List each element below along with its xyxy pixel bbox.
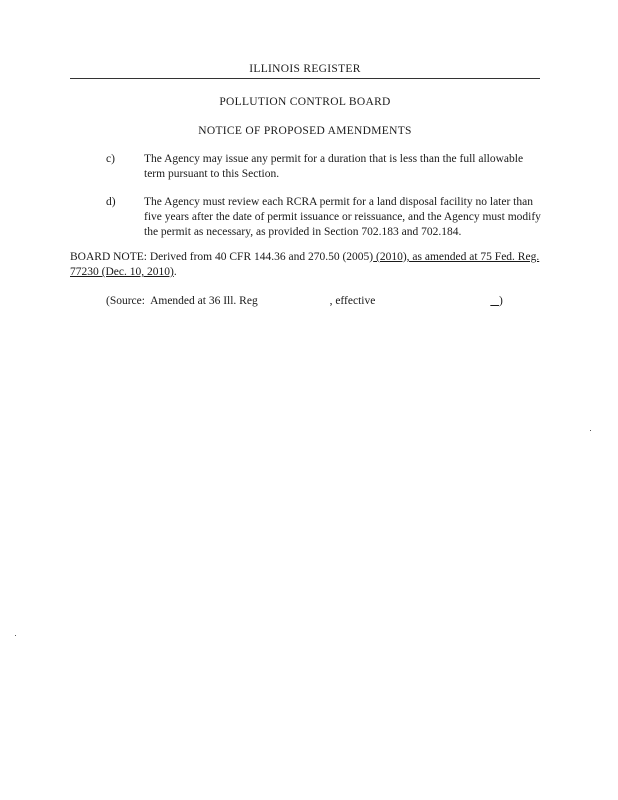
scan-speck bbox=[15, 635, 16, 636]
source-note-close: ) bbox=[498, 295, 503, 307]
register-header: ILLINOIS REGISTER bbox=[70, 62, 540, 79]
board-note-amendment: (2010), as amended at 75 Fed. Reg. 77230 (Dec. 10, 2010) bbox=[70, 251, 540, 278]
board-note-prefix: BOARD NOTE: Derived from 40 CFR 144.36 and 270.50 (2005) bbox=[70, 251, 374, 263]
subsection-d-marker: d) bbox=[106, 196, 116, 208]
subsection-c-text: The Agency may issue any permit for a duration that is less than the full allowable term pursuant to this Section. bbox=[144, 153, 524, 180]
source-note bbox=[106, 294, 536, 309]
source-note-blank bbox=[490, 295, 499, 307]
subsection-d-text: The Agency must review each RCRA permit for a land disposal facility no later than five years after the date of permit issuance or reissuance, and the Agency must modify the permit as necessary, as provided in Section 702.183 and 702.184. bbox=[144, 196, 541, 238]
source-note-before: (Source: Amended at 36 Ill. Reg bbox=[106, 295, 258, 307]
scan-speck bbox=[590, 430, 591, 431]
notice-title: NOTICE OF PROPOSED AMENDMENTS bbox=[198, 125, 412, 137]
board-note bbox=[70, 250, 542, 280]
board-note-suffix: . bbox=[173, 266, 177, 278]
board-title: POLLUTION CONTROL BOARD bbox=[219, 96, 391, 108]
source-note-effective: , effective bbox=[329, 295, 376, 307]
subsection-c-marker: c) bbox=[106, 153, 115, 165]
